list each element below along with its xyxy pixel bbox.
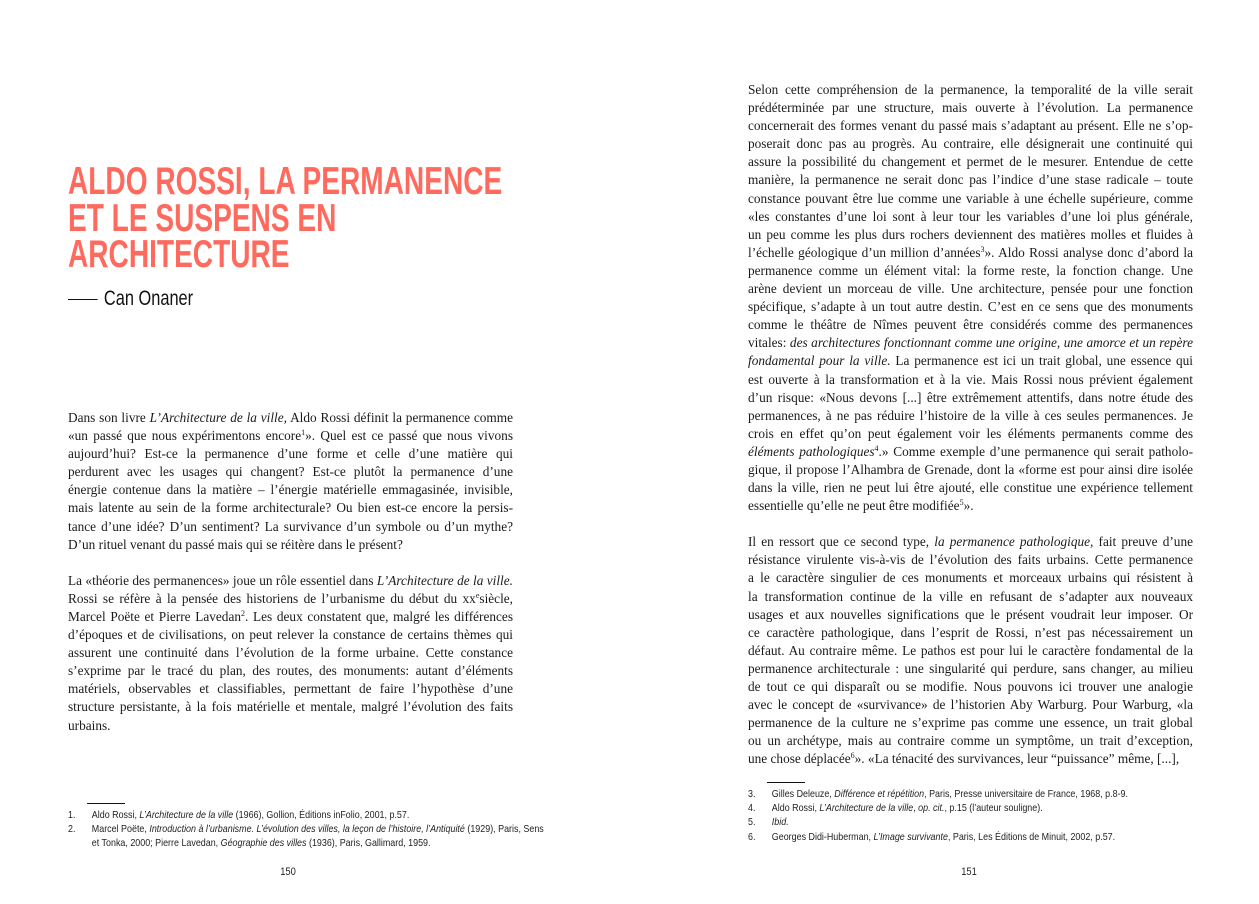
text-run: , Paris, Les Éditions de Minuit, 2002, p.57. [947,830,1116,843]
text-run: a le caractère singulier de ces monuments et morceaux urbains qui résistent à [748,570,1193,586]
text-run: tance d’une idée? D’un sentiment? La survivance d’un symbole ou d’un mythe? [68,518,513,534]
text-run: Rossi se réfère à la pensée des historiens de l’urbanisme du début du xx [68,590,476,606]
text-run: est ouverte à la transformation et à la vie. Mais Rossi nous prévient également [748,371,1193,387]
footnote-reference: 5 [959,498,964,508]
italic-text: L’Architecture de la ville. [376,572,513,588]
title-line: ALDO ROSSI, LA PERMANENCE [68,160,503,203]
text-line [68,680,513,698]
paragraph [68,409,513,554]
text-run: (1966), Gollion, Éditions inFolio, 2001, p.57. [233,809,410,821]
text-line [68,536,513,554]
italic-text: L’Architecture de la ville, [149,410,287,425]
text-run: usages et aux nouvelles significations que le présent voudrait leur imposer. Or [748,606,1193,622]
text-run: La «théorie des permanences» joue un rôle essentiel dans [68,572,377,588]
text-line [748,316,1193,334]
text-run: résistance virulente vis-à-vis de l’évolution des faits urbains. Cette permanence [748,552,1193,568]
text-line [68,644,513,662]
text-run: aujourd’hui? Est-ce la permanence d’une forme et celle d’une matière qui [68,446,513,462]
text-run: assurent une continuité dans l’évolution de la forme urbaine. Cette constance [68,645,513,661]
italic-text: L’Image survivante [873,830,948,843]
footnote-number: 2. [68,823,76,836]
footnote-text [772,801,1224,815]
text-run: (1929), Paris, Sens et Tonka, 2000; Pierre Lavedan, [91,823,544,850]
text-run: gique, il propose l’Alhambra de Grenade, dont la «forme est pour ainsi dire isolée [748,461,1193,477]
footnote-text [92,822,544,850]
italic-text: éléments pathologiques [748,443,875,459]
footnote-number: 6. [748,830,756,843]
text-line [68,409,513,427]
text-run: manière, la permanence ne serait donc pas l’indice d’une stase radicale – toute [748,172,1193,188]
text-line [748,533,1193,551]
text-run: assure la possibilité du changement et permet de le mesurer. Entendue de cette [748,154,1193,170]
footnote [68,822,544,850]
text-line [748,389,1193,407]
text-line [68,463,513,481]
text-line [748,750,1193,768]
text-run: ». Quel est ce passé que nous vivons [305,428,513,444]
text-line [748,732,1193,750]
italic-text: L’Architecture de la ville [139,809,234,821]
text-run: Il en ressort que ce second type, [748,534,935,550]
footnote-text [92,808,544,822]
paragraph [748,81,1193,515]
text-run: Aldo Rossi définit la permanence comme [286,410,513,425]
text-run: essentielle qu’elle ne peut être modifiée [748,498,960,514]
text-run: crois en effet qu’on peut également voir les éléments permanents comme des [748,425,1193,441]
text-line [748,117,1193,135]
italic-text: Ibid. [771,816,789,829]
text-line [68,608,513,626]
footnote-number: 4. [748,802,756,815]
footnote [748,815,1224,829]
footnote-rule [87,803,125,804]
text-line [68,499,513,517]
italic-text: la permanence pathologique, [934,534,1094,550]
text-run: défaut. Au contraire même. Le pathos est pour lui le caractère fondamental de la [748,642,1193,658]
footnote-reference: 4 [874,443,879,453]
paragraph [748,533,1193,768]
right-page [629,0,1259,904]
text-run: la transformation continue de la ville en refusant de s’adapter aux nouveaux [748,588,1193,604]
text-line [68,626,513,644]
italic-text: L’Architecture de la ville [819,802,914,815]
footnote [748,830,1224,844]
text-run: urbains. [68,717,111,733]
footnote-reference: 6 [850,751,855,761]
page-number: 150 [280,866,296,878]
text-line [748,714,1193,732]
text-line [748,696,1193,714]
italic-text: Introduction à l’urbanisme. L’évolution des villes, la leçon de l’histoire, l’Antiquité [149,823,465,836]
text-run: , Paris, Presse universitaire de France, 1968, p.8-9. [924,788,1129,800]
footnote-number: 5. [748,816,756,829]
text-line [748,352,1193,370]
footnote-number: 3. [748,788,756,800]
italic-text: fondamental pour la ville. [748,353,891,369]
text-run: ». «La ténacité des survivances, leur “puissance” même, [...], [854,751,1180,767]
title-line: ET LE SUSPENS EN [68,196,337,240]
text-run: vitales: [748,335,790,351]
text-run: Marcel Poëte, [91,823,150,836]
footnote-number: 1. [68,809,76,821]
italic-text: op. cit. [918,802,945,815]
title-line: ARCHITECTURE [68,233,290,276]
italic-text: des architectures fonctionnant comme une origine, une amorce et un repère [789,335,1193,351]
footnote-reference: 3 [980,244,985,254]
text-run: énergie contenue dans la matière – l’énergie matérielle emmagasinée, invisible, [68,482,513,498]
text-run: fait preuve d’une [1093,534,1193,550]
text-run: . Les deux constatent que, malgré les différences [245,608,514,624]
italic-text: Différence et répétition [834,788,925,800]
footnote [748,801,1224,815]
body-text [748,81,1193,768]
text-run: siècle, [479,590,513,606]
text-line [748,678,1193,696]
text-line [748,334,1193,352]
footnote [748,787,1224,801]
text-line [68,518,513,536]
text-run: ce caractère pathologique, dans l’esprit de Rossi, n’est pas nécessairement un [748,624,1193,640]
text-line [748,135,1193,153]
text-run: Gilles Deleuze, [771,788,835,800]
text-run: Aldo Rossi, [771,802,820,815]
text-line [68,717,513,735]
text-run: comme le théâtre de Nîmes peuvent être considérés comme des permanences [748,317,1193,333]
text-line [68,572,513,590]
text-run: d’un risque: «Nous devons [...] être extrêmement attentifs, dans notre étude des [748,389,1193,405]
body-text [68,409,513,735]
text-run: Marcel Poëte et Pierre Lavedan [68,608,241,624]
text-run: dans la ville, rien ne peut lui être ajouté, elle constitue une expérience tellement [748,480,1193,496]
text-run: .» Comme exemple d’une permanence qui serait patholo- [878,443,1193,459]
text-run: permanence de la culture ne s’exprime pas comme une essence, un trait global [748,715,1193,731]
text-line [748,588,1193,606]
text-run: «un passé que nous expérimentons encore [68,428,302,444]
text-line [748,479,1193,497]
text-line [748,624,1193,642]
text-run: La permanence est ici un trait global, une essence qui [890,353,1194,369]
text-run: Georges Didi-Huberman, [771,830,874,843]
text-run: Aldo Rossi, [91,809,140,821]
text-run: constance pouvant être lue comme une variable à une échelle supérieure, comme [748,190,1193,206]
text-line [748,280,1193,298]
text-run: concernerait des formes venant du passé mais s’adaptant au présent. Elle ne s’op- [748,118,1193,134]
text-line [748,569,1193,587]
article-title [68,160,503,276]
author-byline [68,287,193,311]
text-line [68,698,513,716]
paragraph [68,572,513,735]
text-line [748,461,1193,479]
left-page [0,0,629,904]
text-run: permanence comme un élément vital: la forme reste, la fonction change. Une [748,262,1193,278]
text-run: poserait donc pas au progrès. Au contraire, elle désignerait une continuité qui [748,136,1193,152]
text-run: matériels, observables et classifiables, permettant de faire l’hypothèse d’une [68,681,513,697]
text-run: , [913,802,919,815]
text-line [748,497,1193,515]
text-line [748,99,1193,117]
footnote-reference: e [475,590,480,600]
text-line [748,244,1193,262]
page-number: 151 [961,866,977,878]
text-line [748,262,1193,280]
italic-text: Géographie des villes [220,837,307,850]
text-line [68,445,513,463]
text-run: mais latente au sein de la forme architecturale? Ou bien est-ce encore la persis- [68,500,513,516]
text-line [748,226,1193,244]
text-run: l’échelle géologique d’un million d’années [748,244,981,260]
footnote-text [772,787,1224,801]
footnotes [68,808,544,851]
text-line [748,551,1193,569]
footnotes [748,787,1224,844]
text-line [748,606,1193,624]
text-run: , p.15 (l’auteur souligne). [944,802,1043,815]
text-run: une chose déplacée [748,751,851,767]
text-line [748,298,1193,316]
text-line [748,171,1193,189]
footnote-reference: 2 [241,608,245,618]
text-line [748,425,1193,443]
footnote-rule [767,782,805,783]
text-run: «les constantes d’une loi sont à leur tour les variables d’une loi plus générale, [748,208,1193,224]
text-run: (1936), Paris, Gallimard, 1959. [306,837,431,850]
text-run: permanences, à ne pas réduire l’histoire de la ville à ces seules permanences. Je [748,407,1193,423]
footnote-text [772,830,1224,844]
text-line [68,590,513,608]
text-run: permanence architecturale : une singularité qui perdure, sans changer, au milieu [748,660,1193,676]
text-run: prédéterminée par une structure, mais ouverte à l’évolution. La permanence [748,100,1193,116]
text-line [748,660,1193,678]
em-dash-rule [68,299,98,301]
text-run: arène devient un morceau de ville. Une architecture, pensée pour une fonction [748,281,1193,297]
text-run: avec le concept de «survivance» de l’historien Aby Warburg. Pour Warburg, «la [748,697,1193,713]
text-run: perdurent avec les usages qui changent? Est-ce plutôt la permanence d’une [68,464,513,480]
footnote-reference: 1 [301,428,306,438]
text-run: Selon cette compréhension de la permanence, la temporalité de la ville serait [748,82,1193,97]
text-run: ou un archétype, mais au contraire comme un symptôme, un trait d’exception, [748,733,1193,749]
author-name: Can Onaner [103,287,194,310]
text-run: spécifique, s’adapte à un tout autre destin. C’est en ce sens que des monuments [748,299,1193,315]
text-line [748,642,1193,660]
text-run: structure persistante, à la fois matérielle et mentale, malgré l’évolution des faits [68,699,513,715]
text-line [748,153,1193,171]
text-run: un peu comme les plus durs rochers deviennent des matières molles et fluides à [748,226,1193,242]
text-run: s’exprime par le tracé du plan, des routes, des monuments: autant d’éléments [68,663,513,679]
footnote [68,808,544,822]
text-line [748,443,1193,461]
footnote-text [772,815,1224,829]
text-run: ». [963,498,974,514]
text-line [68,662,513,680]
text-run: Dans son livre [68,410,150,425]
text-run: de tout ce qui disparaît ou se modifie. Nous pouvons ici trouver une analogie [748,679,1193,694]
text-line [748,371,1193,389]
text-run: ». Aldo Rossi analyse donc d’abord la [984,244,1193,260]
text-line [68,481,513,499]
text-line [748,407,1193,425]
text-line [748,190,1193,208]
text-line [748,81,1193,99]
text-line [748,208,1193,226]
text-run: d’époques et de civilisations, on peut relever la constance de certains thèmes qui [68,627,513,643]
text-line [68,427,513,445]
text-run: D’un rituel venant du passé mais qui se réitère dans le présent? [68,536,403,552]
